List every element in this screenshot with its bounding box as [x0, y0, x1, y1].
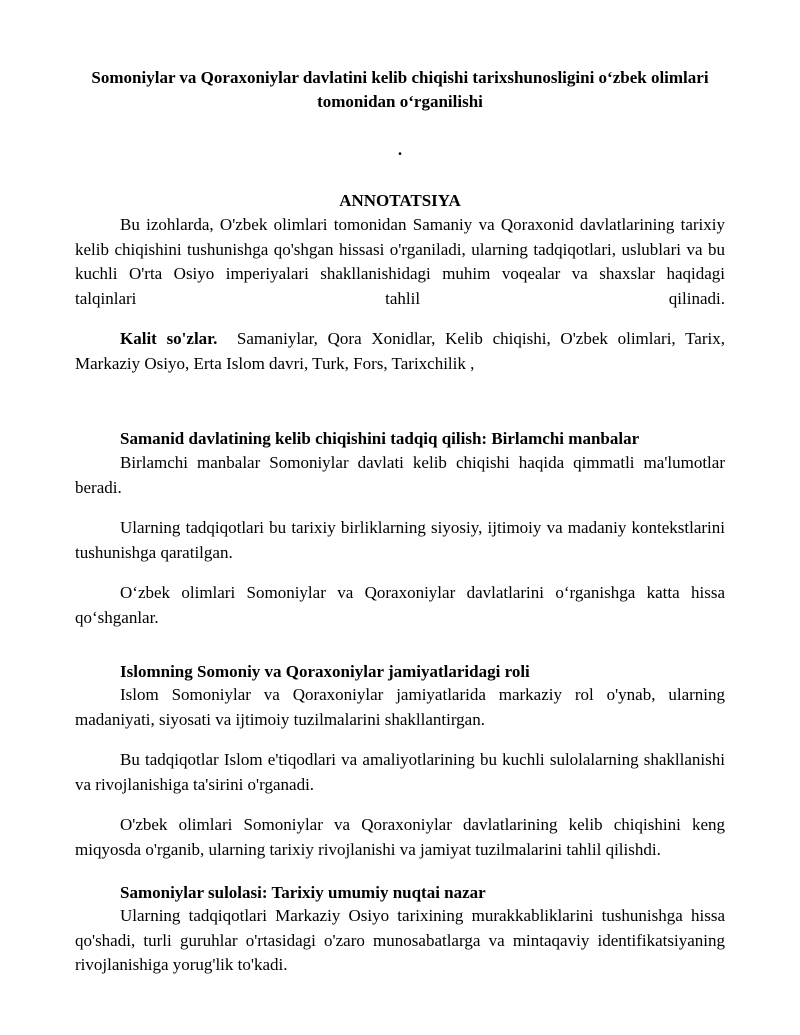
separator-dot: .: [397, 140, 403, 159]
keywords-label: Kalit so'zlar.: [120, 329, 218, 348]
section-paragraph: O‘zbek olimlari Somoniylar va Qoraxoniylar davlatlarini o‘rganishga katta hissa qo‘shganlar.: [75, 583, 725, 627]
section-heading: Samoniylar sulolasi: Tarixiy umumiy nuqtai nazar: [120, 883, 486, 902]
section-heading: Islomning Somoniy va Qoraxoniylar jamiyatlaridagi roli: [120, 662, 530, 681]
document-title: Somoniylar va Qoraxoniylar davlatini kelib chiqishi tarixshunosligini o‘zbek olimlari tomonidan o‘rganilishi: [91, 68, 709, 111]
section-paragraph: Bu tadqiqotlar Islom e'tiqodlari va amaliyotlarining bu kuchli sulolalarning shakllanishi va rivojlanishiga ta'sirini o'rganadi.: [75, 750, 725, 794]
section-heading: Samanid davlatining kelib chiqishini tadqiq qilish: Birlamchi manbalar: [120, 429, 640, 448]
section-paragraph: Ularning tadqiqotlari bu tarixiy birliklarning siyosiy, ijtimoiy va madaniy kontekstlarini tushunishga qaratilgan.: [75, 518, 725, 562]
section-paragraph: Ularning tadqiqotlari Markaziy Osiyo tarixining murakkabliklarini tushunishga hissa qo'shadi, turli guruhlar o'rtasidagi o'zaro munosabatlarga va mintaqaviy identifikatsiyaning rivojlanishiga yorug'lik to'kadi.: [75, 906, 725, 974]
abstract-text: Bu izohlarda, O'zbek olimlari tomonidan Samaniy va Qoraxonid davlatlarining tarixiy kelib chiqishini tushunishga qo'shgan hissasi o'rganiladi, ularning tadqiqotlari, uslublari va bu kuchli O'rta Osiyo imperiyalari shakllanishidagi muhim voqealar va shaxslar haqidagi talqinlari tahlil qilinadi.: [75, 215, 725, 308]
section-paragraph: Birlamchi manbalar Somoniylar davlati kelib chiqishi haqida qimmatli ma'lumotlar beradi.: [75, 453, 725, 497]
keywords-paragraph: [75, 327, 725, 376]
section-paragraph: O'zbek olimlari Somoniylar va Qoraxoniylar davlatlarining kelib chiqishini keng miqyosda o'rganib, ularning tarixiy rivojlanishi va jamiyat tuzilmalarini tahlil qilishdi.: [75, 815, 725, 859]
abstract-heading: ANNOTATSIYA: [339, 191, 461, 210]
section-paragraph: Islom Somoniylar va Qoraxoniylar jamiyatlarida markaziy rol o'ynab, ularning madaniyati, siyosati va ijtimoiy tuzilmalarini shakllantirgan.: [75, 685, 725, 729]
keywords-text: Samaniylar, Qora Xonidlar, Kelib chiqishi, O'zbek olimlari, Tarix, Markaziy Osiyo, Erta Islom davri, Turk, Fors, Tarixchilik ,: [75, 329, 725, 373]
